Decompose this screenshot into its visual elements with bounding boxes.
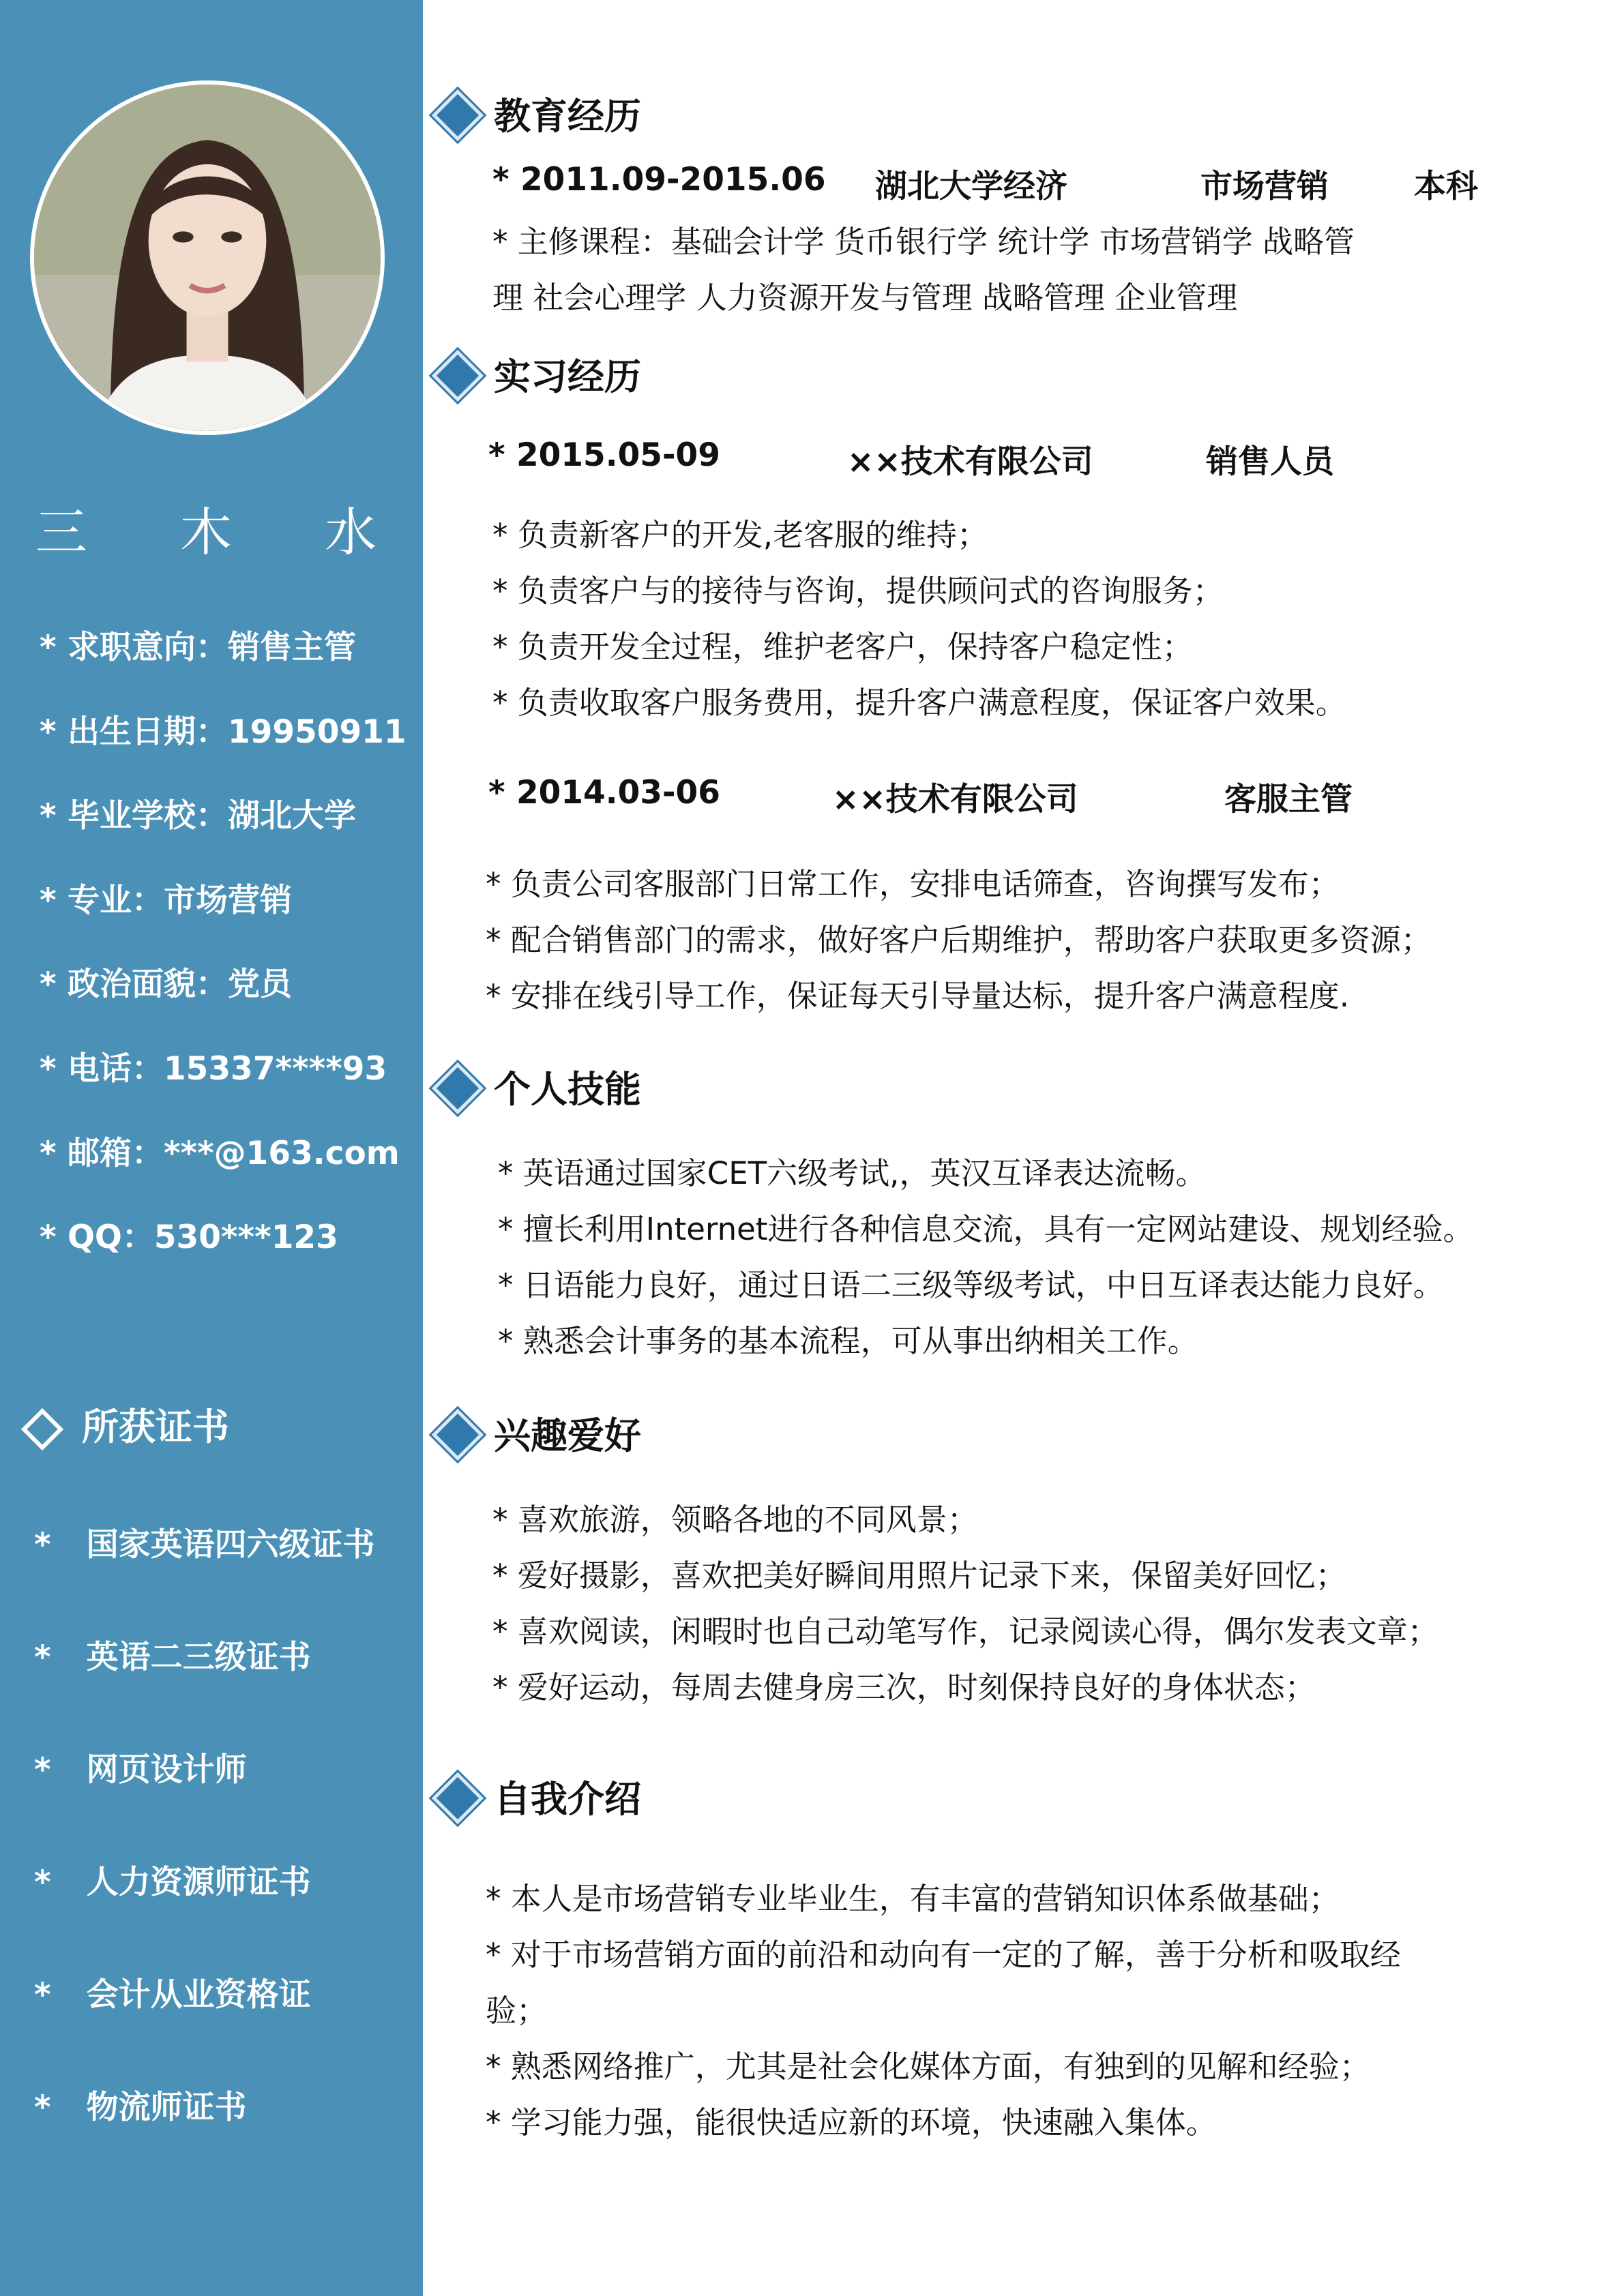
job-role: 客服主管 — [1224, 781, 1353, 818]
candidate-name: 三 木 水 — [35, 502, 415, 563]
info-school: * 毕业学校：湖北大学 — [40, 797, 356, 835]
cert-item: * 人力资源师证书 — [34, 1864, 311, 1901]
info-job-intent: * 求职意向：销售主管 — [40, 629, 356, 666]
section-hobbies — [430, 1407, 641, 1460]
skill-item: * 擅长利用Internet进行各种信息交流，具有一定网站建设、规划经验。 — [498, 1211, 1474, 1247]
section-title: 实习经历 — [494, 355, 641, 398]
section-title: 自我介绍 — [494, 1778, 641, 1821]
job-duty: * 负责开发全过程，维护老客户，保持客户稳定性； — [492, 629, 1193, 665]
job-duty: * 负责新客户的开发,老客服的维持； — [492, 517, 988, 553]
job-duty: * 安排在线引导工作，保证每天引导量达标，提升客户满意程度. — [486, 978, 1350, 1014]
edu-courses-cont: 理 社会心理学 人力资源开发与管理 战略管理 企业管理 — [492, 280, 1238, 316]
info-phone: * 电话：15337****93 — [40, 1050, 387, 1088]
info-political-status: * 政治面貌：党员 — [40, 966, 292, 1003]
diamond-icon — [21, 1408, 63, 1450]
job-company: ××技术有限公司 — [832, 781, 1078, 818]
edu-major: 市场营销 — [1200, 168, 1329, 205]
hobby-item: * 喜欢旅游，领略各地的不同风景； — [492, 1502, 978, 1538]
intro-item: * 本人是市场营销专业毕业生，有丰富的营销知识体系做基础； — [486, 1881, 1340, 1917]
section-skills — [430, 1060, 641, 1114]
job-date: * 2015.05-09 — [488, 436, 720, 474]
job-duty: * 负责客户与的接待与咨询，提供顾问式的咨询服务； — [492, 573, 1224, 609]
job-role: 销售人员 — [1206, 443, 1334, 481]
edu-courses: * 主修课程：基础会计学 货币银行学 统计学 市场营销学 战略管 — [492, 224, 1355, 260]
info-birth-date: * 出生日期：19950911 — [40, 713, 407, 751]
hobby-item: * 爱好摄影，喜欢把美好瞬间用照片记录下来，保留美好回忆； — [492, 1557, 1346, 1594]
info-email: * 邮箱：***@163.com — [40, 1135, 400, 1172]
avatar — [30, 80, 385, 435]
sidebar — [0, 0, 423, 2296]
skill-item: * 熟悉会计事务的基本流程，可从事出纳相关工作。 — [498, 1323, 1198, 1359]
section-internship — [430, 348, 641, 401]
job-company: ××技术有限公司 — [847, 443, 1093, 481]
hobby-item: * 喜欢阅读，闲暇时也自己动笔写作，记录阅读心得，偶尔发表文章； — [492, 1613, 1438, 1650]
edu-school: 湖北大学经济 — [875, 168, 1067, 205]
diamond-icon — [432, 89, 484, 141]
cert-item: * 物流师证书 — [34, 2089, 247, 2126]
certificates-title: 所获证书 — [82, 1405, 229, 1448]
intro-item: * 学习能力强，能很快适应新的环境，快速融入集体。 — [486, 2104, 1217, 2141]
section-education — [430, 87, 641, 140]
diamond-icon — [432, 350, 484, 402]
diamond-icon — [432, 1062, 484, 1114]
hobby-item: * 爱好运动，每周去健身房三次，时刻保持良好的身体状态； — [492, 1669, 1316, 1705]
job-duty: * 配合销售部门的需求，做好客户后期维护，帮助客户获取更多资源； — [486, 922, 1432, 958]
section-title: 教育经历 — [494, 95, 641, 138]
diamond-icon — [432, 1409, 484, 1461]
cert-item: * 网页设计师 — [34, 1751, 247, 1789]
cert-item: * 会计从业资格证 — [34, 1976, 311, 2014]
info-major: * 专业：市场营销 — [40, 882, 292, 919]
job-duty: * 负责公司客服部门日常工作，安排电话筛查，咨询撰写发布； — [486, 866, 1340, 902]
section-title: 个人技能 — [494, 1068, 641, 1111]
skill-item: * 日语能力良好，通过日语二三级等级考试，中日互译表达能力良好。 — [498, 1267, 1444, 1303]
edu-date: * 2011.09-2015.06 — [492, 161, 826, 198]
intro-item: * 熟悉网络推广，尤其是社会化媒体方面，有独到的见解和经验； — [486, 2048, 1370, 2085]
diamond-icon — [432, 1772, 484, 1824]
job-date: * 2014.03-06 — [488, 774, 720, 811]
edu-degree: 本科 — [1414, 168, 1478, 205]
cert-item: * 国家英语四六级证书 — [34, 1526, 375, 1564]
certificates-header — [20, 1398, 229, 1450]
intro-item: * 对于市场营销方面的前沿和动向有一定的了解，善于分析和吸取经 — [486, 1937, 1401, 1973]
portrait-photo — [34, 85, 381, 431]
section-title: 兴趣爱好 — [494, 1414, 641, 1457]
section-self-intro — [430, 1770, 641, 1823]
info-qq: * QQ：530***123 — [40, 1219, 338, 1256]
cert-item: * 英语二三级证书 — [34, 1639, 311, 1676]
skill-item: * 英语通过国家CET六级考试,，英汉互译表达流畅。 — [498, 1155, 1207, 1191]
intro-item-cont: 验； — [486, 1993, 548, 2029]
job-duty: * 负责收取客户服务费用，提升客户满意程度，保证客户效果。 — [492, 685, 1346, 721]
